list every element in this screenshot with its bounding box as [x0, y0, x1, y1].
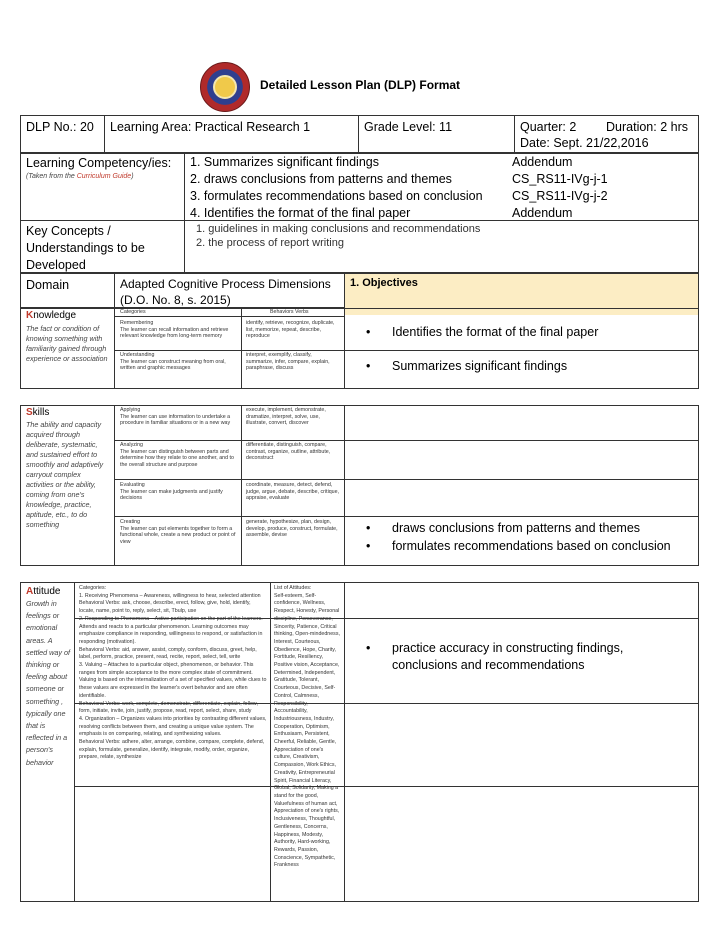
grade-level: Grade Level: 11	[364, 120, 453, 134]
learning-area: Learning Area: Practical Research 1	[110, 120, 311, 134]
objective-item: • Summarizes significant findings	[366, 358, 567, 374]
competency-item: 3. formulates recommendations based on conclusion	[190, 189, 483, 203]
quarter: Quarter: 2	[520, 120, 577, 134]
attitude-desc: Growth in feelings or emotional areas. A settled way of thinking or feeling about someone or something , typically one that is reflected in a person's behavior	[26, 599, 70, 767]
attitude-categories: Categories: 1. Receiving Phenomena – Awareness, willingness to hear, selected attention Behavioral Verbs: ask, choose, describe, erect, follow, give, hold, identify, locate, name, point to, reply, select, sit, Tbulp, use 2. Responding to Phenomena – Active participation on the part of the learners. Attends and reacts to a particular phenomenon. Learning outcomes may emphasize compliance in responding, willingness to respond, or satisfaction in responding (motivation). Behavioral Verbs: aid, answer, assist, comply, conform, discuss, greet, help, label, perform, practice, present, read, recite, report, select, tell, write 3. Valuing – Attaches to a particular object, phenomenon, or behavior. This ranges from simple acceptance to the more complex state of commitment. Valuing is based on the internalization of a set of specified values, while clues to these values are expressed in the learner's overt behavior and are often identifiable. Behavioral Verbs: work, complete, demonstrate, differentiate, explain, follow, form, initiate, invite, join, justify, propose, read, report, select, share, study 4. Organization – Organizes values into priorities by contrasting different values, resolving conflicts between them, and creating a unique value system. The emphasis is on comparing, relating, and synthesizing values. Behavioral Verbs: adhere, alter, arrange, combine, compare, complete, defend, explain, formulate, generalize, identify, integrate, modify, order, organize, prepare, relate, synthesize	[79, 585, 267, 761]
competency-code: CS_RS11-IVg-j-2	[512, 189, 608, 203]
category-cell: Remembering The learner can recall information and retrieve relevant knowledge from long-term memory	[120, 320, 229, 340]
competency-code: CS_RS11-IVg-j-1	[512, 172, 608, 186]
dlp-number: DLP No.: 20	[26, 120, 94, 134]
adapted-header: Adapted Cognitive Process Dimensions (D.O. No. 8, s. 2015)	[120, 277, 331, 307]
skills-desc: The ability and capacity acquired through deliberate, systematic, and sustained effort to smoothly and adaptively carryout complex activities or the ability, coming from one's knowledge, practice, aptitude, etc., to do something	[26, 420, 104, 529]
page-title: Detailed Lesson Plan (DLP) Format	[260, 78, 461, 92]
objective-item: • formulates recommendations based on conclusion	[366, 538, 671, 554]
deped-seal-icon	[200, 62, 250, 112]
verbs-cell: generate, hypothesize, plan, design, develop, produce, construct, formulate, assemble, devise	[246, 519, 338, 539]
verbs-cell: differentiate, distinguish, compare, contrast, organize, outline, attribute, deconstruct	[246, 442, 331, 462]
key-concepts-label: Key Concepts / Understandings to be Developed	[26, 224, 145, 272]
knowledge-desc: The fact or condition of knowing something with familiarity gained through experience or association	[26, 324, 108, 363]
competency-item: 1. Summarizes significant findings	[190, 155, 379, 169]
verbs-cell: identify, retrieve, recognize, duplicate, list, memorize, repeat, describe, reproduce	[246, 320, 335, 340]
behavior-verbs-header: Behaviors Verbs	[270, 309, 309, 315]
attitude-list: List of Attitudes: Self-esteem, Self-confidence, Wellness, Respect, Honesty, Personal discipline, Perseverance, Sincerity, Patience, Critical thinking, Open-mindedness, Interest, Courteous, Obedience, Hope, Charity, Fortitude, Resiliency, Positive vision, Acceptance, Determined, Independent, Gratitude, Tolerant, Courteous, Decisive, Self-Control, Calmness, Responsibility, Accountability, Industriousness, Industry, Cooperation, Optimism, Enthusiasm, Persistent, Cheerful, Reliable, Gentle, Appreciation of one's culture, Creativism, Compassion, Work Ethics, Creativity, Entrepreneurial Spirit, Financial Literacy, Global, Solidarity, Making a stand for the good, Valuefulness of human act, Appreciation of one's rights, Inclusiveness, Thoughtful, Gentleness, Concerns, Happiness, Modesty, Authority, Hard-working, Rewards, Passion, Conscience, Sympathetic, Frankness	[274, 585, 340, 869]
competency-code: Addendum	[512, 206, 573, 220]
duration: Duration: 2 hrs	[606, 120, 688, 134]
competency-label: Learning Competency/ies:	[26, 156, 172, 170]
competency-item: 2. draws conclusions from patterns and themes	[190, 172, 452, 186]
key-concept-item: 2. the process of report writing	[196, 237, 344, 249]
competency-item: 4. Identifies the format of the final paper	[190, 206, 411, 220]
category-cell: Creating The learner can put elements together to form a functional whole, create a new product or point of view	[120, 519, 236, 545]
objective-item: • practice accuracy in constructing findings, conclusions and recommendations	[366, 641, 624, 672]
attitude-title: Attitude	[26, 586, 61, 597]
category-cell: Understanding The learner can construct meaning from oral, written and graphic messages	[120, 352, 226, 372]
verbs-cell: execute, implement, demonstrate, dramatize, interpret, solve, use, illustrate, convert, discover	[246, 407, 326, 427]
objective-item: • draws conclusions from patterns and themes	[366, 520, 640, 536]
skills-title: Skills	[26, 407, 50, 418]
domain-header: Domain	[26, 278, 70, 292]
competency-note: (Taken from the Curriculum Guide)	[26, 173, 134, 180]
category-cell: Analyzing The learner can distinguish between parts and determine how they relate to one another, and to the overall structure and purpose	[120, 442, 234, 468]
objectives-title: 1. Objectives	[350, 277, 418, 289]
verbs-cell: coordinate, measure, detect, defend, judge, argue, debate, describe, critique, appraise, evaluate	[246, 482, 340, 502]
objective-item: • Identifies the format of the final paper	[366, 324, 598, 340]
curriculum-guide-link: Curriculum Guide	[76, 173, 132, 180]
competency-code: Addendum	[512, 155, 573, 169]
category-cell: Applying The learner can use information to undertake a procedure in familiar situations or in a new way	[120, 407, 231, 427]
verbs-cell: interpret, exemplify, classify, summarize, infer, compare, explain, paraphrase, discuss	[246, 352, 330, 372]
key-concept-item: 1. guidelines in making conclusions and recommendations	[196, 223, 481, 235]
date: Date: Sept. 21/22,2016	[520, 136, 649, 150]
category-cell: Evaluating The learner can make judgments and justify decisions	[120, 482, 223, 502]
category-header: Categories	[120, 309, 146, 315]
knowledge-title: Knowledge	[26, 310, 77, 321]
